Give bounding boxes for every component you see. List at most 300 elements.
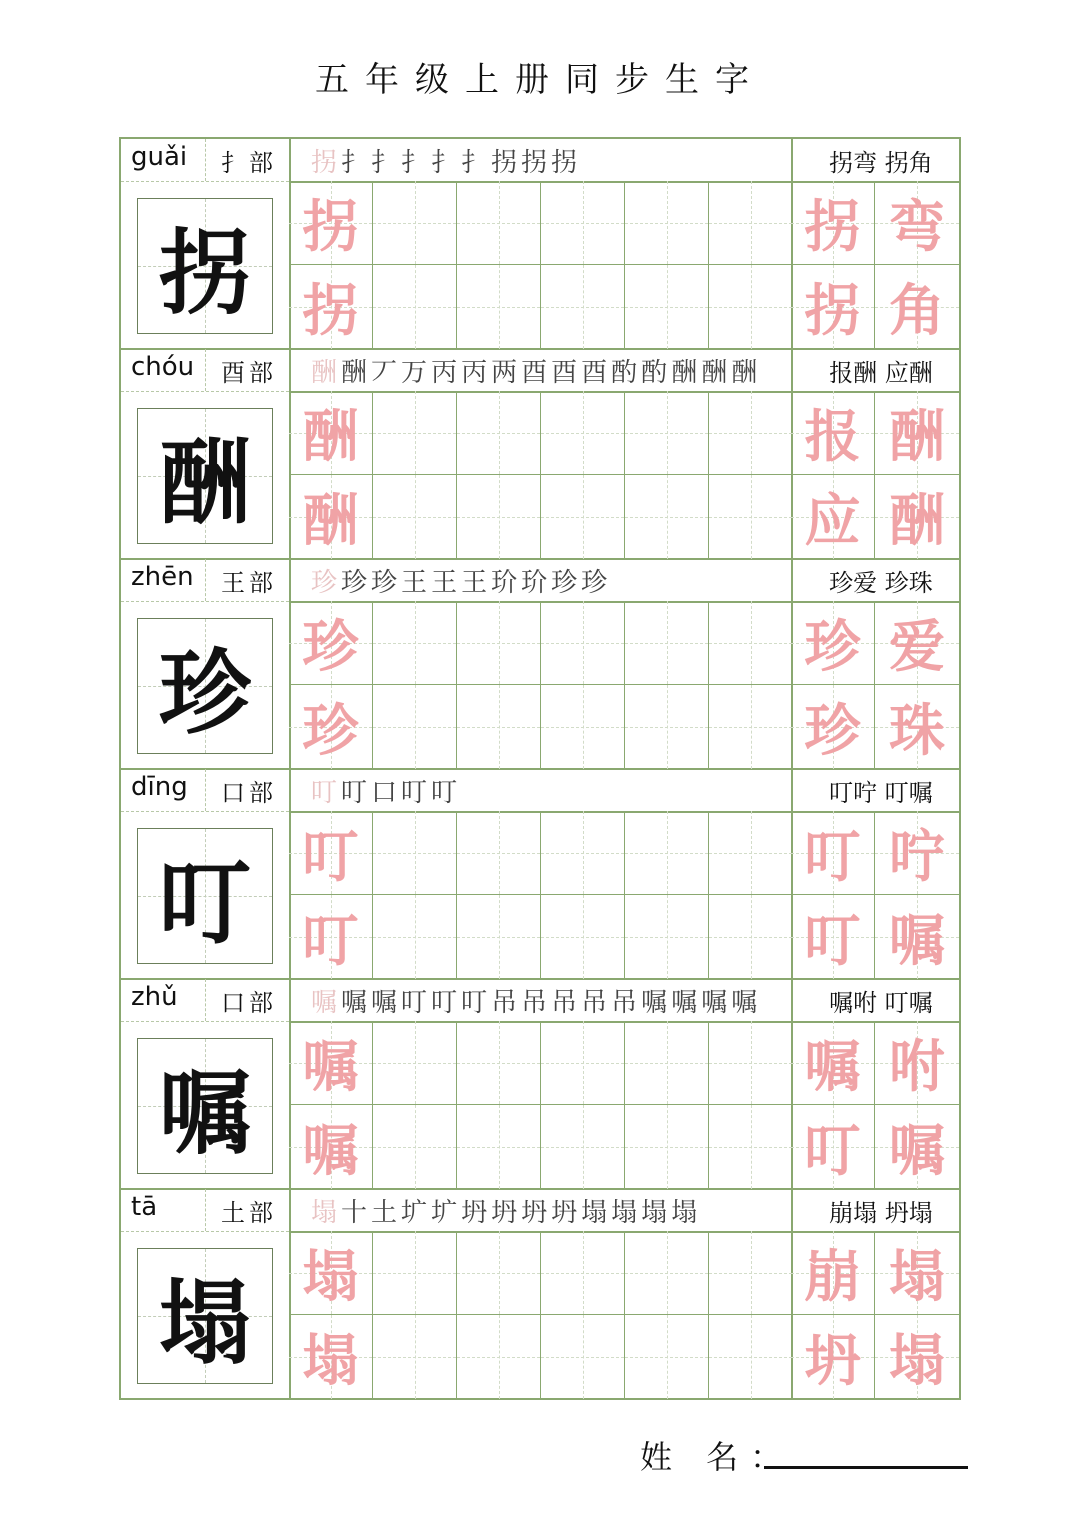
- stroke-step: 扌: [341, 147, 368, 178]
- stroke-step: 珍: [371, 567, 398, 598]
- trace-char: 叮: [804, 824, 861, 890]
- trace-char: 嘱: [804, 1034, 861, 1100]
- stroke-step: 扌: [461, 147, 488, 178]
- writing-cell[interactable]: [289, 265, 373, 349]
- stroke-step: 酬: [701, 357, 728, 388]
- trace-char: 嘱: [302, 1034, 359, 1100]
- writing-cell[interactable]: [541, 1231, 625, 1315]
- trace-char: 应: [804, 489, 861, 554]
- writing-cell[interactable]: [289, 685, 373, 769]
- stroke-step: 拐: [491, 147, 518, 178]
- stroke-step: 圹: [401, 1197, 428, 1228]
- trace-char: 拐: [302, 279, 359, 344]
- guide-line: [499, 895, 500, 979]
- trace-char: 珍: [804, 614, 861, 680]
- stroke-order: [301, 981, 791, 1019]
- trace-char: 崩: [804, 1244, 861, 1310]
- stroke-order: [301, 771, 791, 809]
- stroke-step: 吊: [521, 987, 548, 1018]
- char-block: [121, 1189, 959, 1399]
- writing-cell[interactable]: [457, 265, 541, 349]
- writing-cell[interactable]: [709, 1231, 793, 1315]
- char-block: [121, 349, 959, 559]
- char-block: [121, 139, 959, 349]
- vocabulary-label: 崩塌 坍塌: [829, 1199, 933, 1227]
- guide-line: [667, 1105, 668, 1189]
- guide-line: [667, 1315, 668, 1399]
- guide-line: [583, 685, 584, 769]
- writing-cell[interactable]: [373, 475, 457, 559]
- char-block: [121, 979, 959, 1189]
- trace-char: 酬: [302, 404, 359, 470]
- stroke-step: 圹: [431, 1197, 458, 1228]
- writing-cell[interactable]: [625, 475, 709, 559]
- writing-cell[interactable]: [541, 1105, 625, 1189]
- writing-cell[interactable]: [625, 391, 709, 475]
- word-cell[interactable]: [875, 181, 959, 265]
- guide-line: [583, 1105, 584, 1189]
- header-underline: [121, 811, 289, 812]
- stroke-step: 塌: [641, 1197, 668, 1228]
- writing-cell[interactable]: [541, 1021, 625, 1105]
- pinyin-label: zhǔ: [131, 982, 178, 1012]
- trace-char: 酬: [889, 489, 945, 554]
- writing-cell[interactable]: [289, 475, 373, 559]
- writing-cell[interactable]: [457, 685, 541, 769]
- vocabulary-label: 拐弯 拐角: [829, 149, 933, 177]
- stroke-step: 嘱: [701, 987, 728, 1018]
- stroke-step: 王: [461, 567, 488, 598]
- writing-cell[interactable]: [625, 601, 709, 685]
- guide-line: [667, 1021, 668, 1104]
- header-separator: [205, 349, 207, 391]
- stroke-step: 叮: [401, 777, 428, 808]
- stroke-step: 酌: [611, 357, 638, 388]
- trace-char: 弯: [889, 194, 945, 260]
- writing-cell[interactable]: [709, 1105, 793, 1189]
- guide-line: [499, 1315, 500, 1399]
- word-cell[interactable]: [875, 475, 959, 559]
- word-cell[interactable]: [791, 811, 875, 895]
- stroke-step: 丙: [431, 357, 458, 388]
- stroke-step: 万: [401, 357, 428, 388]
- word-cell[interactable]: [791, 265, 875, 349]
- stroke-step: 叮: [401, 987, 428, 1018]
- stroke-step: 酉: [521, 357, 548, 388]
- header-separator: [205, 769, 207, 811]
- model-char-box: [137, 618, 273, 754]
- stroke-step: 叮: [431, 987, 458, 1018]
- trace-char: 咐: [889, 1034, 945, 1100]
- trace-char: 塌: [889, 1329, 945, 1394]
- writing-cell[interactable]: [625, 811, 709, 895]
- writing-cell[interactable]: [373, 601, 457, 685]
- word-cell[interactable]: [791, 391, 875, 475]
- word-cell[interactable]: [791, 1315, 875, 1399]
- stroke-step: 酉: [581, 357, 608, 388]
- stroke-step: 嘱: [311, 987, 338, 1018]
- guide-line: [499, 181, 500, 264]
- radical-label: 口部: [221, 989, 277, 1017]
- stroke-step: 叮: [341, 777, 368, 808]
- writing-cell[interactable]: [709, 1021, 793, 1105]
- writing-cell[interactable]: [709, 391, 793, 475]
- header-separator: [205, 139, 207, 181]
- stroke-step: 珍: [581, 567, 608, 598]
- stroke-step: 拐: [551, 147, 578, 178]
- stroke-step: 十: [341, 1197, 368, 1228]
- trace-char: 叮: [804, 909, 861, 974]
- model-char-box: [137, 1248, 273, 1384]
- header-underline: [121, 1231, 289, 1232]
- stroke-step: 王: [431, 567, 458, 598]
- writing-cell[interactable]: [541, 685, 625, 769]
- header-separator: [205, 1189, 207, 1231]
- guide-line: [583, 1315, 584, 1399]
- stroke-step: 玠: [491, 567, 518, 598]
- writing-cell[interactable]: [373, 1231, 457, 1315]
- writing-cell[interactable]: [625, 265, 709, 349]
- header-underline: [121, 601, 289, 602]
- guide-line: [583, 391, 584, 474]
- writing-cell[interactable]: [457, 1315, 541, 1399]
- guide-line: [415, 1021, 416, 1104]
- guide-line: [583, 475, 584, 559]
- writing-cell[interactable]: [709, 181, 793, 265]
- guide-line: [499, 685, 500, 769]
- writing-cell[interactable]: [373, 1105, 457, 1189]
- writing-cell[interactable]: [289, 181, 373, 265]
- writing-cell[interactable]: [373, 685, 457, 769]
- writing-cell[interactable]: [289, 1105, 373, 1189]
- guide-line: [751, 685, 752, 769]
- radical-label: 王部: [221, 569, 277, 597]
- stroke-step: 酬: [311, 357, 338, 388]
- writing-cell[interactable]: [625, 1021, 709, 1105]
- writing-cell[interactable]: [373, 181, 457, 265]
- stroke-step: 口: [371, 777, 398, 808]
- writing-cell[interactable]: [373, 811, 457, 895]
- guide-line: [751, 811, 752, 894]
- stroke-step: 拐: [311, 147, 338, 178]
- guide-line: [751, 1105, 752, 1189]
- writing-cell[interactable]: [709, 601, 793, 685]
- stroke-step: 拐: [521, 147, 548, 178]
- trace-char: 角: [889, 279, 945, 344]
- writing-cell[interactable]: [373, 895, 457, 979]
- model-char-box: [137, 408, 273, 544]
- writing-cell[interactable]: [457, 1105, 541, 1189]
- word-cell[interactable]: [875, 601, 959, 685]
- vocabulary-label: 珍爱 珍珠: [829, 569, 933, 597]
- vocabulary-label: 报酬 应酬: [829, 359, 933, 387]
- pinyin-label: guǎi: [131, 142, 188, 172]
- trace-char: 塌: [302, 1329, 359, 1394]
- trace-char: 珍: [302, 699, 359, 764]
- writing-cell[interactable]: [541, 181, 625, 265]
- guide-line: [667, 601, 668, 684]
- guide-line: [667, 811, 668, 894]
- trace-char: 塌: [302, 1244, 359, 1310]
- guide-line: [751, 181, 752, 264]
- trace-char: 报: [804, 404, 861, 470]
- writing-cell[interactable]: [709, 475, 793, 559]
- word-cell[interactable]: [875, 895, 959, 979]
- word-cell[interactable]: [875, 265, 959, 349]
- stroke-step: 叮: [311, 777, 338, 808]
- guide-line: [667, 181, 668, 264]
- writing-cell[interactable]: [289, 895, 373, 979]
- stroke-order: [301, 351, 791, 389]
- guide-line: [583, 895, 584, 979]
- word-cell[interactable]: [875, 1231, 959, 1315]
- guide-line: [667, 265, 668, 349]
- writing-cell[interactable]: [625, 1105, 709, 1189]
- trace-char: 叮: [804, 1119, 861, 1184]
- writing-cell[interactable]: [541, 475, 625, 559]
- radical-label: 口部: [221, 779, 277, 807]
- stroke-step: 嘱: [341, 987, 368, 1018]
- stroke-step: 酬: [731, 357, 758, 388]
- writing-cell[interactable]: [457, 811, 541, 895]
- writing-cell[interactable]: [625, 685, 709, 769]
- word-cell[interactable]: [791, 1231, 875, 1315]
- trace-char: 拐: [804, 194, 861, 260]
- word-cell[interactable]: [791, 685, 875, 769]
- writing-cell[interactable]: [373, 391, 457, 475]
- guide-line: [415, 265, 416, 349]
- writing-cell[interactable]: [457, 475, 541, 559]
- pinyin-label: dīng: [131, 772, 188, 802]
- guide-line: [583, 1231, 584, 1314]
- writing-cell[interactable]: [457, 601, 541, 685]
- word-cell[interactable]: [791, 1021, 875, 1105]
- writing-cell[interactable]: [541, 601, 625, 685]
- guide-line: [751, 265, 752, 349]
- name-input-line[interactable]: [764, 1466, 968, 1469]
- stroke-step: 珍: [551, 567, 578, 598]
- pinyin-label: zhēn: [131, 562, 194, 592]
- guide-line: [667, 1231, 668, 1314]
- stroke-step: 塌: [581, 1197, 608, 1228]
- stroke-step: 叮: [461, 987, 488, 1018]
- page-title: 五年级上册同步生字: [315, 60, 765, 100]
- guide-line: [499, 1021, 500, 1104]
- stroke-step: 酌: [641, 357, 668, 388]
- radical-label: 酉部: [221, 359, 277, 387]
- stroke-order: [301, 1191, 791, 1229]
- guide-line: [751, 391, 752, 474]
- guide-line: [499, 811, 500, 894]
- guide-line: [751, 1315, 752, 1399]
- model-char: 酬: [158, 430, 251, 537]
- name-label: 姓 名：: [640, 1438, 795, 1476]
- guide-line: [415, 181, 416, 264]
- writing-cell[interactable]: [457, 1231, 541, 1315]
- trace-char: 拐: [302, 194, 359, 260]
- word-cell[interactable]: [791, 895, 875, 979]
- trace-char: 嘱: [889, 909, 945, 974]
- guide-line: [499, 265, 500, 349]
- stroke-step: 玠: [521, 567, 548, 598]
- trace-char: 叮: [302, 824, 359, 890]
- stroke-step: 坍: [551, 1197, 578, 1228]
- guide-line: [583, 265, 584, 349]
- trace-char: 珍: [302, 614, 359, 680]
- stroke-step: 丙: [461, 357, 488, 388]
- header-separator: [205, 979, 207, 1021]
- writing-cell[interactable]: [373, 265, 457, 349]
- writing-cell[interactable]: [625, 1231, 709, 1315]
- guide-line: [583, 1021, 584, 1104]
- stroke-step: 叮: [431, 777, 458, 808]
- stroke-step: 扌: [401, 147, 428, 178]
- word-cell[interactable]: [875, 685, 959, 769]
- model-char: 嘱: [158, 1060, 251, 1167]
- stroke-step: 吊: [551, 987, 578, 1018]
- trace-char: 咛: [889, 824, 945, 890]
- model-char: 叮: [158, 850, 251, 957]
- guide-line: [667, 685, 668, 769]
- writing-cell[interactable]: [289, 811, 373, 895]
- stroke-step: 嘱: [641, 987, 668, 1018]
- writing-cell[interactable]: [373, 1021, 457, 1105]
- writing-cell[interactable]: [289, 601, 373, 685]
- stroke-step: 扌: [371, 147, 398, 178]
- trace-char: 嘱: [302, 1119, 359, 1184]
- trace-char: 酬: [302, 489, 359, 554]
- writing-cell[interactable]: [625, 1315, 709, 1399]
- trace-char: 叮: [302, 909, 359, 974]
- trace-char: 嘱: [889, 1119, 945, 1184]
- writing-cell[interactable]: [541, 1315, 625, 1399]
- writing-cell[interactable]: [709, 1315, 793, 1399]
- stroke-step: 吊: [611, 987, 638, 1018]
- stroke-step: 塌: [671, 1197, 698, 1228]
- writing-cell[interactable]: [457, 391, 541, 475]
- guide-line: [751, 475, 752, 559]
- header-underline: [121, 181, 289, 182]
- stroke-order: [301, 141, 791, 179]
- trace-char: 坍: [804, 1329, 861, 1394]
- writing-cell[interactable]: [541, 895, 625, 979]
- guide-line: [415, 601, 416, 684]
- stroke-step: 珍: [311, 567, 338, 598]
- stroke-step: 土: [371, 1197, 398, 1228]
- header-separator: [205, 559, 207, 601]
- model-char-box: [137, 1038, 273, 1174]
- guide-line: [583, 601, 584, 684]
- guide-line: [415, 391, 416, 474]
- writing-cell[interactable]: [709, 811, 793, 895]
- writing-cell[interactable]: [457, 895, 541, 979]
- model-char-box: [137, 198, 273, 334]
- guide-line: [415, 1315, 416, 1399]
- stroke-step: 酉: [551, 357, 578, 388]
- stroke-step: 坍: [461, 1197, 488, 1228]
- stroke-order: [301, 561, 791, 599]
- trace-char: 爱: [889, 614, 945, 680]
- word-cell[interactable]: [791, 1105, 875, 1189]
- guide-line: [499, 1231, 500, 1314]
- guide-line: [499, 1105, 500, 1189]
- stroke-step: 坍: [521, 1197, 548, 1228]
- word-cell[interactable]: [791, 601, 875, 685]
- stroke-step: 吊: [581, 987, 608, 1018]
- writing-cell[interactable]: [541, 811, 625, 895]
- writing-cell[interactable]: [289, 1315, 373, 1399]
- stroke-step: 珍: [341, 567, 368, 598]
- writing-cell[interactable]: [373, 1315, 457, 1399]
- trace-char: 塌: [889, 1244, 945, 1310]
- word-cell[interactable]: [791, 181, 875, 265]
- guide-line: [667, 391, 668, 474]
- word-cell[interactable]: [875, 1315, 959, 1399]
- vocabulary-label: 叮咛 叮嘱: [829, 779, 933, 807]
- guide-line: [583, 181, 584, 264]
- guide-line: [583, 811, 584, 894]
- trace-char: 珠: [889, 699, 945, 764]
- stroke-step: 酬: [341, 357, 368, 388]
- writing-cell[interactable]: [289, 391, 373, 475]
- word-cell[interactable]: [875, 1105, 959, 1189]
- guide-line: [667, 475, 668, 559]
- word-cell[interactable]: [791, 475, 875, 559]
- model-char-box: [137, 828, 273, 964]
- stroke-step: 塌: [311, 1197, 338, 1228]
- header-underline: [121, 1021, 289, 1022]
- stroke-step: 嘱: [371, 987, 398, 1018]
- guide-line: [499, 475, 500, 559]
- guide-line: [415, 811, 416, 894]
- char-block: [121, 559, 959, 769]
- guide-line: [499, 601, 500, 684]
- stroke-step: 吊: [491, 987, 518, 1018]
- writing-cell[interactable]: [289, 1231, 373, 1315]
- guide-line: [415, 1231, 416, 1314]
- model-char: 塌: [158, 1270, 251, 1377]
- stroke-step: 坍: [491, 1197, 518, 1228]
- writing-cell[interactable]: [541, 391, 625, 475]
- word-cell[interactable]: [875, 1021, 959, 1105]
- practice-sheet: [119, 137, 961, 1400]
- guide-line: [667, 895, 668, 979]
- writing-cell[interactable]: [625, 181, 709, 265]
- pinyin-label: chóu: [131, 352, 195, 382]
- trace-char: 珍: [804, 699, 861, 764]
- writing-cell[interactable]: [289, 1021, 373, 1105]
- writing-cell[interactable]: [709, 685, 793, 769]
- guide-line: [415, 475, 416, 559]
- writing-cell[interactable]: [541, 265, 625, 349]
- stroke-step: 王: [401, 567, 428, 598]
- guide-line: [751, 895, 752, 979]
- vocabulary-label: 嘱咐 叮嘱: [829, 989, 933, 1017]
- model-char: 珍: [158, 640, 251, 747]
- writing-cell[interactable]: [625, 895, 709, 979]
- word-cell[interactable]: [875, 811, 959, 895]
- guide-line: [751, 1021, 752, 1104]
- writing-cell[interactable]: [457, 181, 541, 265]
- guide-line: [751, 601, 752, 684]
- writing-cell[interactable]: [709, 895, 793, 979]
- stroke-step: 嘱: [731, 987, 758, 1018]
- guide-line: [415, 685, 416, 769]
- word-cell[interactable]: [875, 391, 959, 475]
- trace-char: 拐: [804, 279, 861, 344]
- writing-cell[interactable]: [709, 265, 793, 349]
- writing-cell[interactable]: [457, 1021, 541, 1105]
